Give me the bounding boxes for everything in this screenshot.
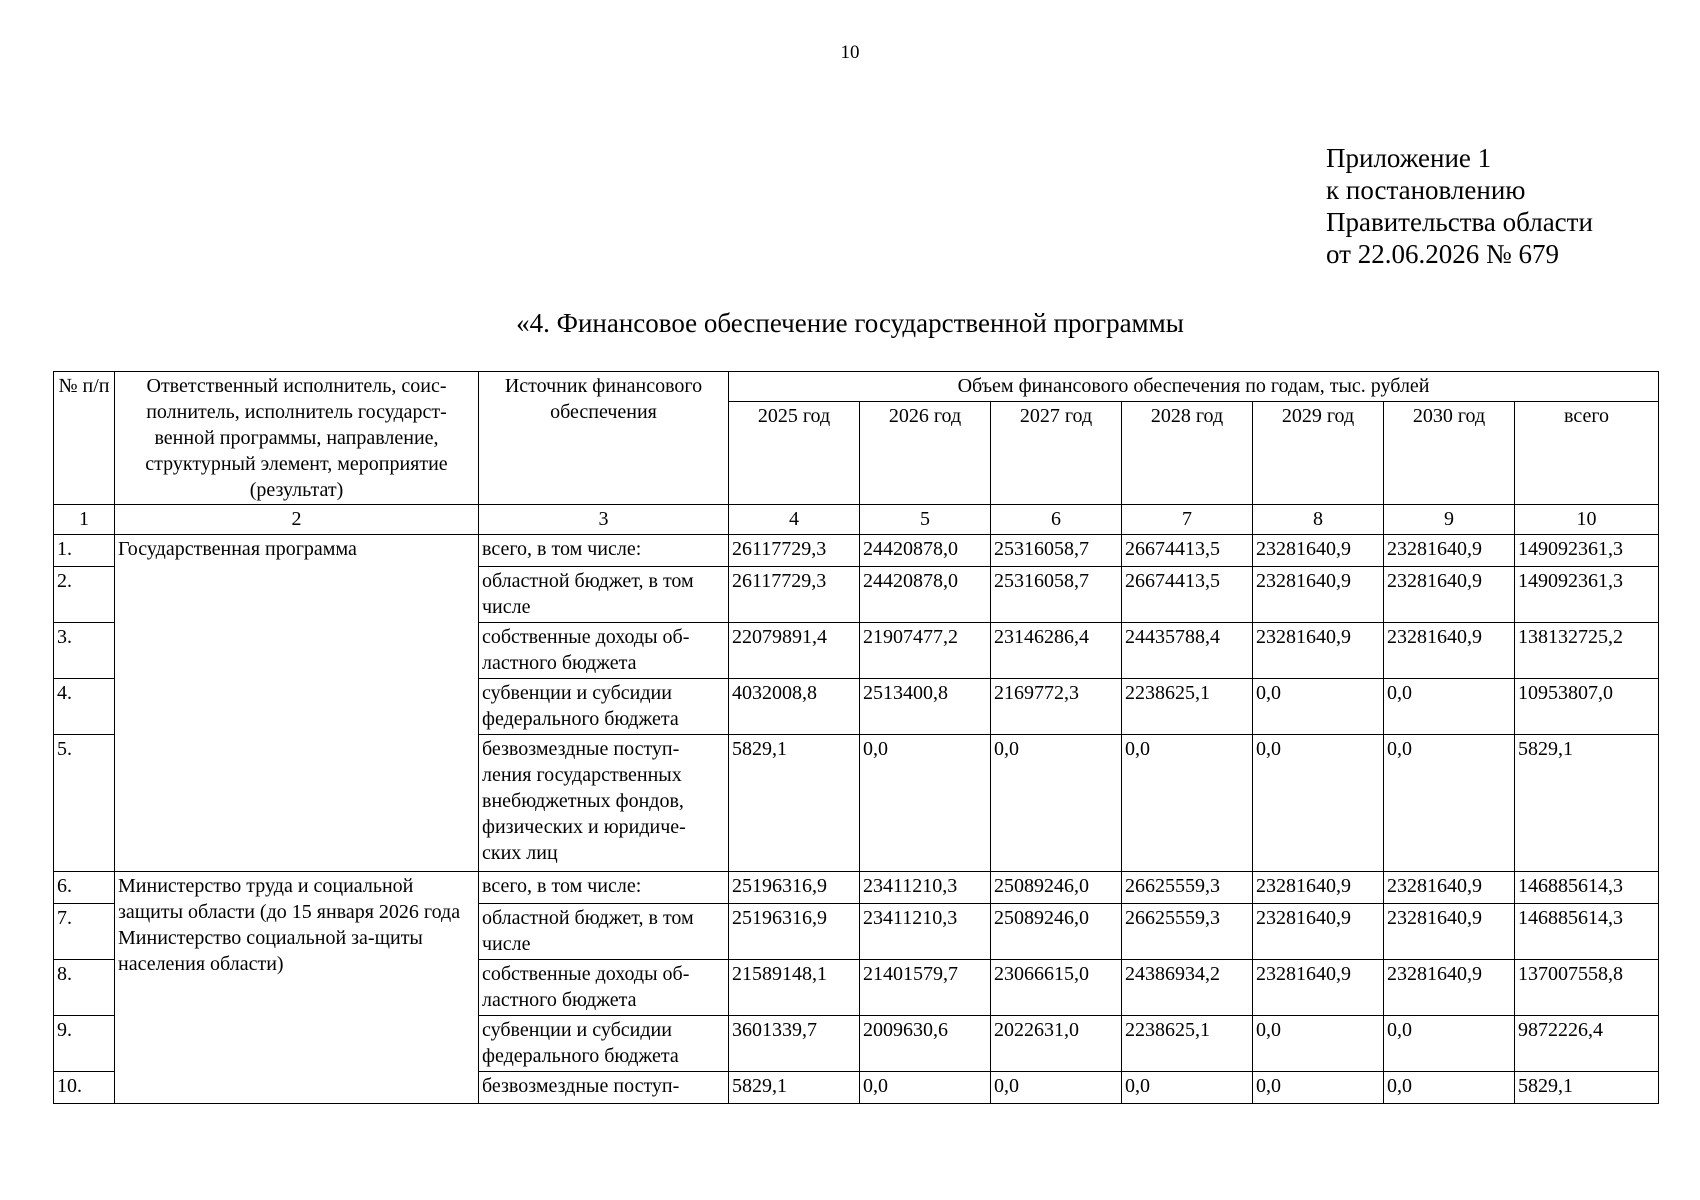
value-cell: 10953807,0: [1515, 679, 1659, 735]
row-number: 10.: [54, 1072, 115, 1104]
value-cell: 2238625,1: [1122, 679, 1253, 735]
value-cell: 23281640,9: [1253, 567, 1384, 623]
value-cell: 21401579,7: [860, 960, 991, 1016]
value-cell: 23281640,9: [1253, 535, 1384, 567]
value-cell: 25196316,9: [729, 872, 860, 904]
value-cell: 23281640,9: [1384, 904, 1515, 960]
value-cell: 24435788,4: [1122, 623, 1253, 679]
value-cell: 23281640,9: [1384, 623, 1515, 679]
value-cell: 26625559,3: [1122, 904, 1253, 960]
value-cell: 23146286,4: [991, 623, 1122, 679]
row-number: 2.: [54, 567, 115, 623]
source-cell: всего, в том числе:: [479, 535, 729, 567]
source-cell: собственные доходы об-ластного бюджета: [479, 623, 729, 679]
value-cell: 26117729,3: [729, 535, 860, 567]
row-number: 4.: [54, 679, 115, 735]
value-cell: 23281640,9: [1253, 623, 1384, 679]
value-cell: 137007558,8: [1515, 960, 1659, 1016]
value-cell: 149092361,3: [1515, 567, 1659, 623]
value-cell: 26117729,3: [729, 567, 860, 623]
column-number: 2: [115, 505, 479, 535]
value-cell: 138132725,2: [1515, 623, 1659, 679]
row-number: 7.: [54, 904, 115, 960]
header-total: всего: [1515, 402, 1659, 505]
column-number: 6: [991, 505, 1122, 535]
source-cell: всего, в том числе:: [479, 872, 729, 904]
header-year: 2027 год: [991, 402, 1122, 505]
column-number: 3: [479, 505, 729, 535]
value-cell: 23281640,9: [1384, 567, 1515, 623]
table-row: [54, 535, 1659, 567]
value-cell: 5829,1: [1515, 735, 1659, 872]
value-cell: 24420878,0: [860, 567, 991, 623]
value-cell: 0,0: [1122, 1072, 1253, 1104]
page-number: 10: [840, 42, 860, 63]
value-cell: 0,0: [991, 735, 1122, 872]
header-num: № п/п: [54, 372, 115, 505]
column-number: 9: [1384, 505, 1515, 535]
value-cell: 23066615,0: [991, 960, 1122, 1016]
table-row: [54, 872, 1659, 904]
executor-cell: Министерство труда и социальной защиты области (до 15 января 2026 года Министерство социальной за-щиты населения области): [115, 872, 479, 1104]
value-cell: 23281640,9: [1384, 960, 1515, 1016]
value-cell: 0,0: [1384, 1072, 1515, 1104]
row-number: 1.: [54, 535, 115, 567]
value-cell: 5829,1: [1515, 1072, 1659, 1104]
value-cell: 23411210,3: [860, 904, 991, 960]
value-cell: 149092361,3: [1515, 535, 1659, 567]
financing-table: [53, 371, 1659, 1104]
value-cell: 24420878,0: [860, 535, 991, 567]
row-number: 8.: [54, 960, 115, 1016]
row-number: 6.: [54, 872, 115, 904]
column-number: 10: [1515, 505, 1659, 535]
value-cell: 0,0: [1253, 1016, 1384, 1072]
header-year: 2029 год: [1253, 402, 1384, 505]
value-cell: 2022631,0: [991, 1016, 1122, 1072]
value-cell: 146885614,3: [1515, 872, 1659, 904]
value-cell: 0,0: [1384, 679, 1515, 735]
value-cell: 23281640,9: [1384, 535, 1515, 567]
value-cell: 0,0: [1384, 1016, 1515, 1072]
value-cell: 26674413,5: [1122, 567, 1253, 623]
value-cell: 0,0: [860, 735, 991, 872]
value-cell: 0,0: [1384, 735, 1515, 872]
value-cell: 26625559,3: [1122, 872, 1253, 904]
value-cell: 21907477,2: [860, 623, 991, 679]
value-cell: 21589148,1: [729, 960, 860, 1016]
value-cell: 5829,1: [729, 1072, 860, 1104]
value-cell: 0,0: [1253, 735, 1384, 872]
column-number: 7: [1122, 505, 1253, 535]
header-executor: Ответственный исполнитель, соис-полнитель, исполнитель государст-венной программы, направление, структурный элемент, мероприятие (результат): [115, 372, 479, 505]
value-cell: 5829,1: [729, 735, 860, 872]
value-cell: 0,0: [860, 1072, 991, 1104]
source-cell: безвозмездные поступ-: [479, 1072, 729, 1104]
value-cell: 25196316,9: [729, 904, 860, 960]
value-cell: 23281640,9: [1253, 960, 1384, 1016]
value-cell: 2513400,8: [860, 679, 991, 735]
value-cell: 23281640,9: [1253, 872, 1384, 904]
row-number: 3.: [54, 623, 115, 679]
header-year: 2026 год: [860, 402, 991, 505]
value-cell: 0,0: [1253, 1072, 1384, 1104]
value-cell: 24386934,2: [1122, 960, 1253, 1016]
value-cell: 23281640,9: [1384, 872, 1515, 904]
value-cell: 2009630,6: [860, 1016, 991, 1072]
source-cell: субвенции и субсидии федерального бюджета: [479, 1016, 729, 1072]
appendix-line: Приложение 1: [1326, 143, 1492, 173]
value-cell: 2169772,3: [991, 679, 1122, 735]
column-number: 5: [860, 505, 991, 535]
row-number: 9.: [54, 1016, 115, 1072]
row-number: 5.: [54, 735, 115, 872]
value-cell: 23411210,3: [860, 872, 991, 904]
column-number: 8: [1253, 505, 1384, 535]
value-cell: 25089246,0: [991, 872, 1122, 904]
appendix-block: [1326, 142, 1593, 270]
source-cell: безвозмездные поступ-ления государственных внебюджетных фондов, физических и юридиче-ских лиц: [479, 735, 729, 872]
value-cell: 0,0: [1122, 735, 1253, 872]
value-cell: 0,0: [991, 1072, 1122, 1104]
header-year: 2028 год: [1122, 402, 1253, 505]
value-cell: 25316058,7: [991, 567, 1122, 623]
value-cell: 9872226,4: [1515, 1016, 1659, 1072]
appendix-line: от 22.06.2026 № 679: [1326, 239, 1559, 269]
header-source: Источник финансового обеспечения: [479, 372, 729, 505]
value-cell: 26674413,5: [1122, 535, 1253, 567]
value-cell: 25089246,0: [991, 904, 1122, 960]
value-cell: 22079891,4: [729, 623, 860, 679]
header-year: 2025 год: [729, 402, 860, 505]
header-volume: Объем финансового обеспечения по годам, тыс. рублей: [729, 372, 1659, 402]
executor-cell: Государственная программа: [115, 535, 479, 872]
appendix-line: к постановлению: [1326, 175, 1526, 205]
column-number: 1: [54, 505, 115, 535]
column-number: 4: [729, 505, 860, 535]
value-cell: 4032008,8: [729, 679, 860, 735]
source-cell: субвенции и субсидии федерального бюджета: [479, 679, 729, 735]
value-cell: 0,0: [1253, 679, 1384, 735]
source-cell: областной бюджет, в том числе: [479, 904, 729, 960]
header-year: 2030 год: [1384, 402, 1515, 505]
value-cell: 3601339,7: [729, 1016, 860, 1072]
value-cell: 2238625,1: [1122, 1016, 1253, 1072]
source-cell: собственные доходы об-ластного бюджета: [479, 960, 729, 1016]
value-cell: 25316058,7: [991, 535, 1122, 567]
source-cell: областной бюджет, в том числе: [479, 567, 729, 623]
appendix-line: Правительства области: [1326, 207, 1593, 237]
value-cell: 23281640,9: [1253, 904, 1384, 960]
document-title: «4. Финансовое обеспечение государственной программы: [516, 308, 1184, 338]
value-cell: 146885614,3: [1515, 904, 1659, 960]
